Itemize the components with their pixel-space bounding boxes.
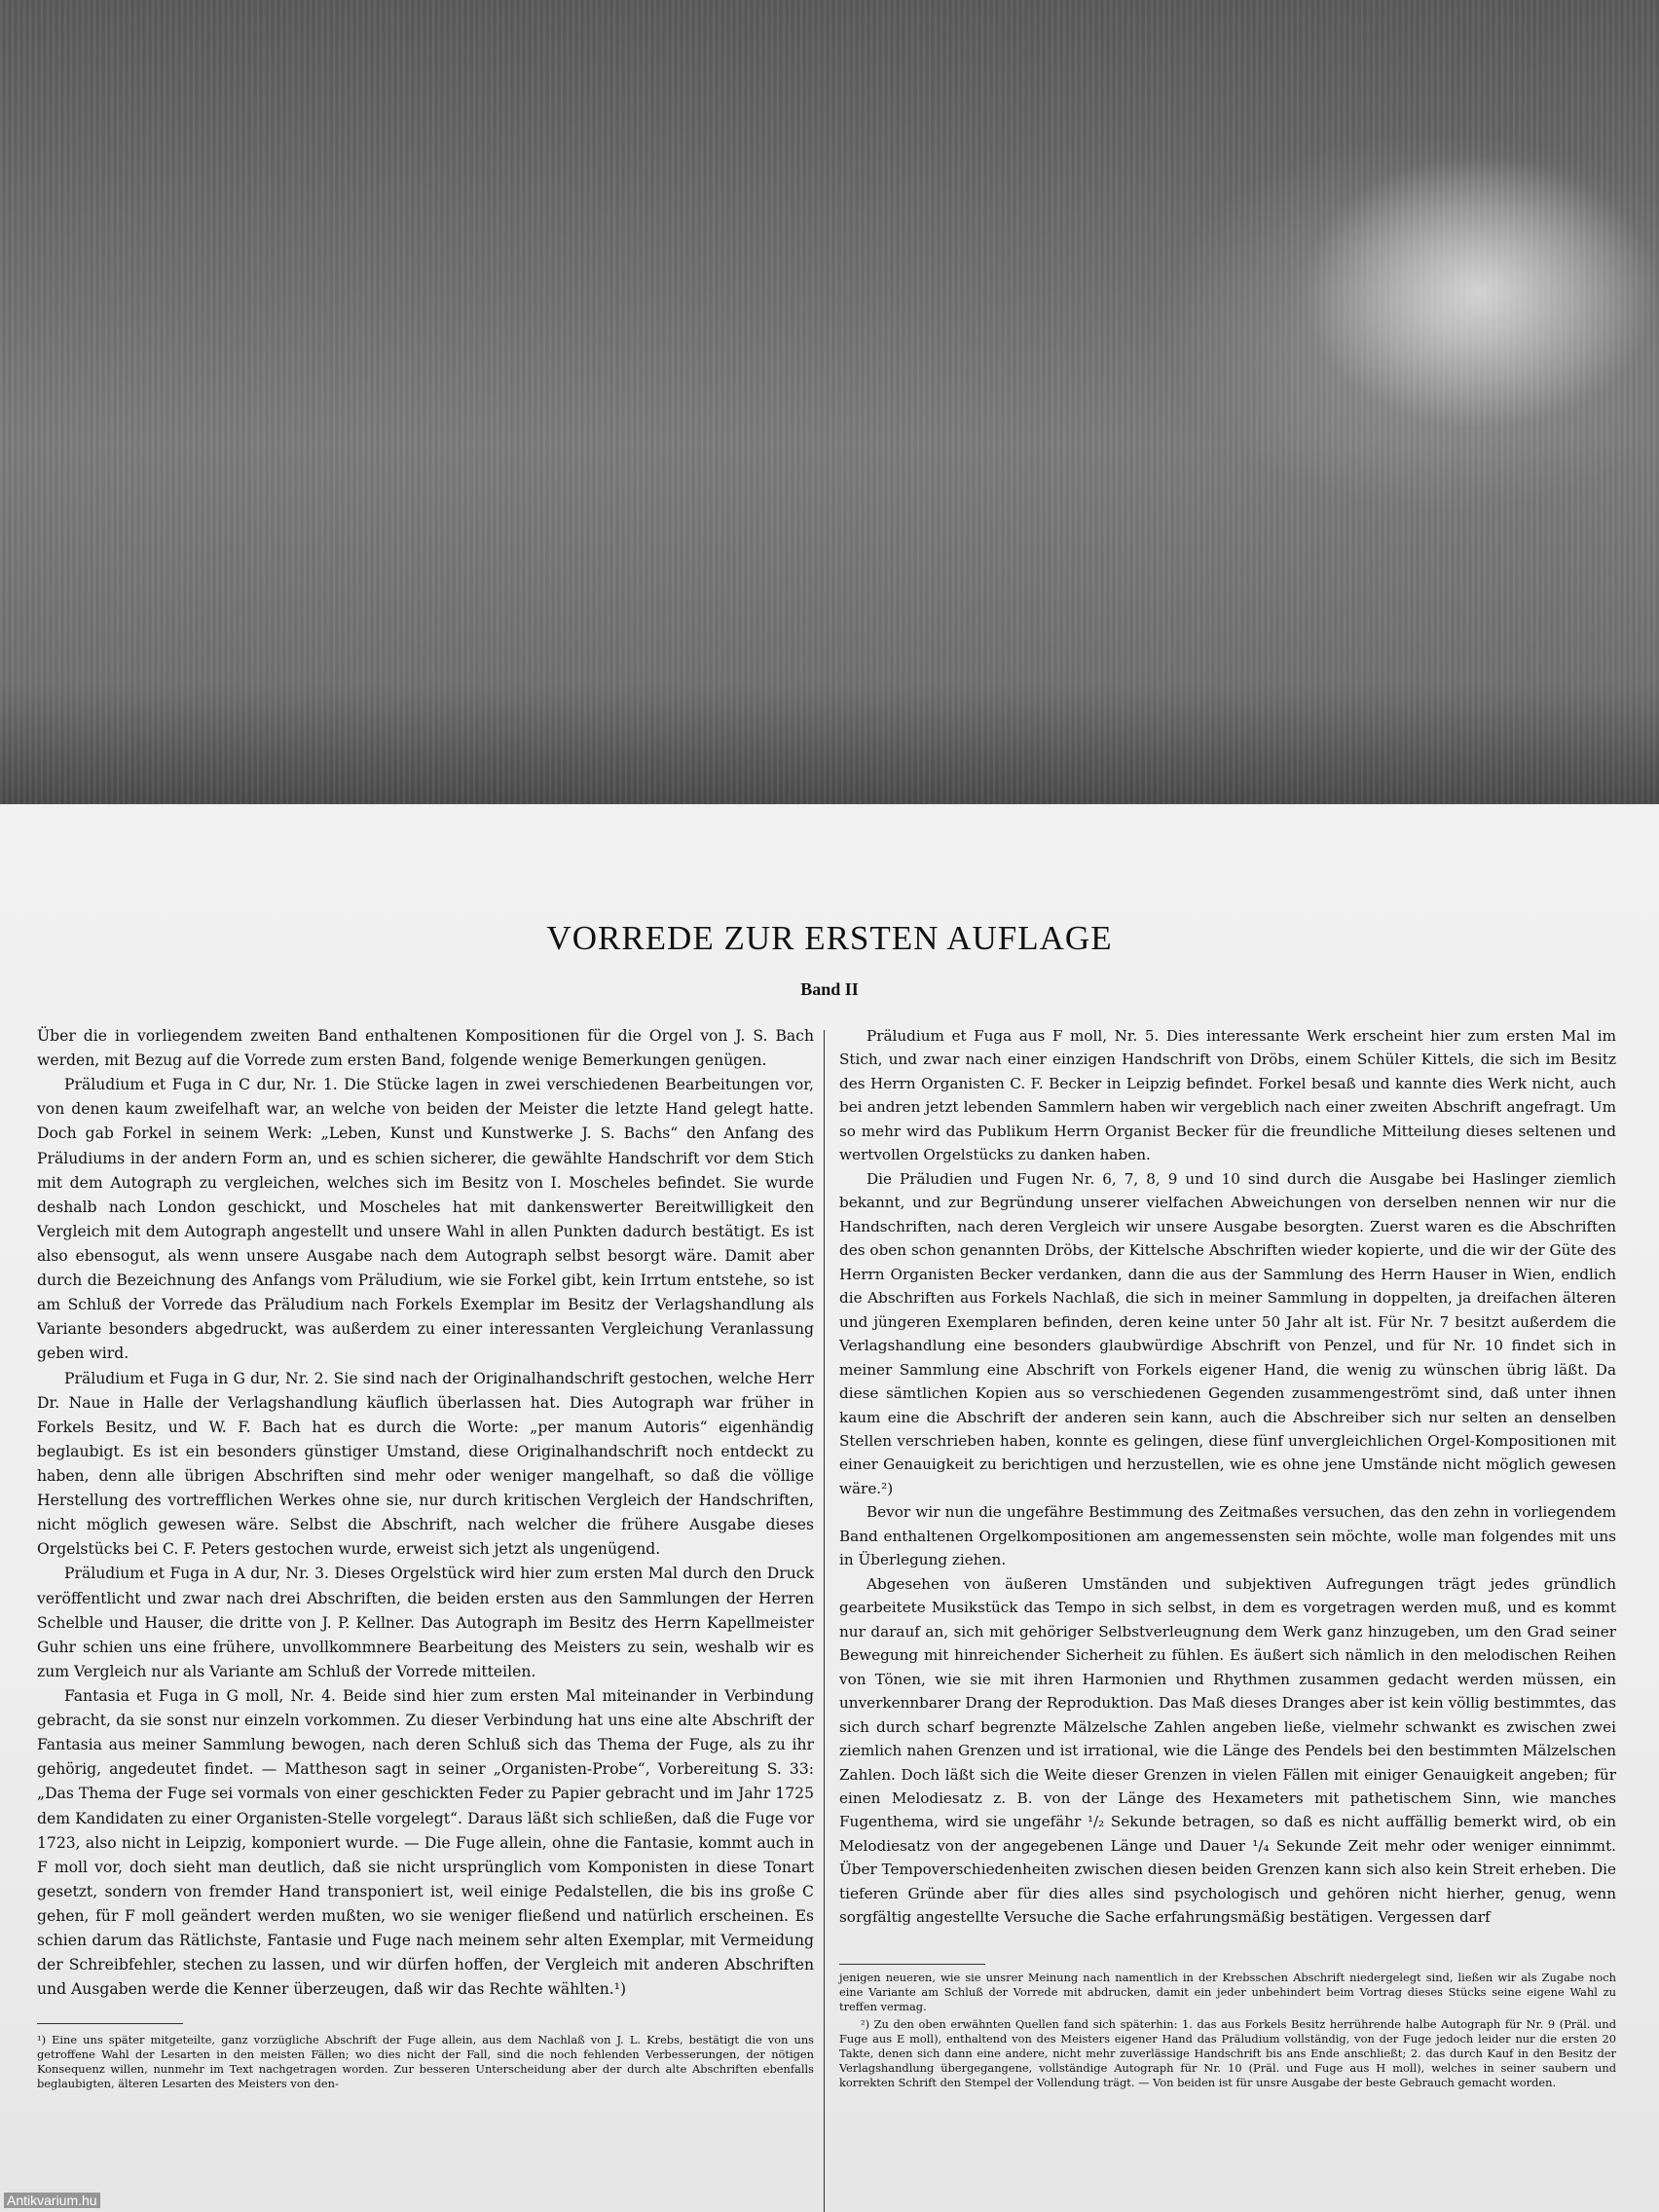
footnotes-right <box>839 1971 1616 2093</box>
book-page <box>0 804 1659 2212</box>
page-subtitle: Band II <box>800 979 859 999</box>
footnote: ¹) Eine uns später mitgeteilte, ganz vorzügliche Abschrift der Fuge allein, aus dem Nachlaß von J. L. Krebs, bestätigt die von uns getroffene Wahl der Lesarten in den meisten Fällen; wo dies nicht der Fall, sind die noch fehlenden Verbesserungen, der nötigen Konsequenz willen, nunmehr im Text nachgetragen worden. Zur besseren Unterscheidung aber der durch alte Abschriften ebenfalls beglaubigten, älteren Lesarten des Meisters von den- <box>37 2033 814 2090</box>
footnote-rule <box>839 1964 985 1965</box>
footnotes-left <box>37 2033 814 2094</box>
footnote-rule <box>37 2023 183 2024</box>
left-column <box>37 1024 814 2002</box>
paragraph: Abgesehen von äußeren Umständen und subjektiven Aufregungen trägt jedes gründlich gearbeitete Musikstück das Tempo in sich selbst, in dem es vorgetragen werden muß, und es kommt nur darauf an, sich mit gehöriger Selbstverleugnung dem Werk ganz hinzugeben, um den Grad seiner Bewegung mit hinreichender Sicherheit zu fühlen. Es äußert sich nämlich in den melodischen Reihen von Tönen, wie sie mit ihren Harmonien und Rhythmen zusammen gedacht werden müssen, ein unverkennbarer Drang der Reproduktion. Das Maß dieses Dranges aber ist kein völlig bestimmtes, das sich durch scharf begrenzte Mälzelsche Zahlen angeben ließe, vielmehr schwankt es zwischen zwei ziemlich nahen Grenzen und ist irrational, wie die Länge des Pendels bei den bestimmten Mälzelschen Zahlen. Doch läßt sich die Weite dieser Grenzen in vielen Fällen mit einiger Genauigkeit angeben; für einen Melodiesatz z. B. von der Länge des Hexameters mit pathetischem Sinn, wie manches Fugenthema, wird sie ungefähr ¹/₂ Sekunde betragen, so daß es nicht auffällig bemerkt wird, ob ein Melodiesatz von der angegebenen Länge und Dauer ¹/₄ Sekunde Zeit mehr oder weniger einnimmt. Über Tempoverschiedenheiten zwischen diesen beiden Grenzen kann sich also kein Streit erheben. Die tieferen Gründe aber für dies alles sind psychologisch und gehören nicht hierher, genug, wenn sorgfältig angestellte Versuche die Sache erfahrungsmäßig bestätigen. Vergessen darf <box>839 1574 1616 1927</box>
paragraph: Präludium et Fuga aus F moll, Nr. 5. Dies interessante Werk erscheint hier zum ersten Mal im Stich, und zwar nach einer einzigen Handschrift von Dröbs, einem Schüler Kittels, die sich im Besitz des Herrn Organisten C. F. Becker in Leipzig befindet. Forkel besaß und kannte dies Werk nicht, auch bei andren jetzt lebenden Sammlern haben wir vergeblich nach einer zweiten Abschrift angefragt. Um so mehr wird das Publikum Herrn Organist Becker für die freundliche Mitteilung dieses seltenen und wertvollen Orgelstücks zu danken haben. <box>839 1027 1616 1164</box>
background-wall <box>0 0 1659 804</box>
paragraph: Die Präludien und Fugen Nr. 6, 7, 8, 9 und 10 sind durch die Ausgabe bei Haslinger ziemlich bekannt, und zur Begründung unserer vielfachen Abweichungen von derselben nennen wir nur die Handschriften, nach deren Vergleich wir unsere Ausgabe besorgten. Zuerst waren es die Abschriften des oben schon genannten Dröbs, der Kittelsche Abschriften wieder kopierte, und die wir der Güte des Herrn Organisten Becker verdanken, dann die aus der Sammlung des Herrn Hauser in Wien, endlich die Abschriften aus Forkels Nachlaß, die sich in meiner Sammlung in doppelten, ja dreifachen älteren und jüngeren Exemplaren befinden, deren keine unter 50 Jahr alt ist. Für Nr. 7 besitzt außerdem die Verlagshandlung eine besonders glaubwürdige Abschrift von Penzel, und für Nr. 10 findet sich in meiner Sammlung eine Abschrift von Forkels eigener Hand, die wenig zu wünschen übrig läßt. Da diese sämtlichen Kopien aus so verschiedenen Gegenden zusammengeströmt sind, daß unter ihnen kaum eine die Abschrift der anderen sein kann, auch die Abschreiber sich nur selten an denselben Stellen verschrieben haben, konnte es gelingen, diese fünf unvergleichlichen Orgel-Kompositionen mit einer Genauigkeit zu berichtigen und herzustellen, wie es ohne jene Umstände nicht möglich gewesen wäre.²) <box>839 1169 1616 1497</box>
right-column <box>839 1024 1616 1930</box>
paragraph: Bevor wir nun die ungefähre Bestimmung des Zeitmaßes versuchen, das den zehn in vorliegendem Band enthaltenen Orgelkompositionen am angemessensten sein möchte, wolle man folgendes mit uns in Überlegung ziehen. <box>839 1503 1616 1569</box>
paragraph: Präludium et Fuga in A dur, Nr. 3. Dieses Orgelstück wird hier zum ersten Mal durch den Druck veröffentlicht und zwar nach drei Abschriften, die beiden ersten aus den Sammlungen der Herren Schelble und Hauser, die dritte von J. P. Kellner. Das Autograph im Besitz des Herrn Kapellmeister Guhr schien uns eine frühere, unvollkommnere Bearbeitung des Meisters zu sein, weshalb wir es zum Vergleich nur als Variante am Schluß der Vorrede mitteilen. <box>37 1565 814 1680</box>
paragraph: Fantasia et Fuga in G moll, Nr. 4. Beide sind hier zum ersten Mal miteinander in Verbindung gebracht, da sie sonst nur einzeln vorkommen. Zu dieser Verbindung hat uns eine alte Abschrift der Fantasia aus meiner Sammlung bewogen, nach deren Schluß sich das Thema der Fuge, als zu ihr gehörig, angedeutet findet. — Mattheson sagt in seiner „Organisten-Probe“, Vorbereitung S. 33: „Das Thema der Fuge sei vormals von einer geschickten Feder zu Papier gebracht und im Jahr 1725 dem Kandidaten zu einer Organisten-Stelle vorgelegt“. Daraus läßt sich schließen, daß die Fuge vor 1723, also nicht in Leipzig, komponiert wurde. — Die Fuge allein, ohne die Fantasie, kommt auch in F moll vor, doch sieht man deutlich, daß sie nicht ursprünglich vom Komponisten in diese Tonart gesetzt, sondern von fremder Hand transponiert ist, weil einige Pedalstellen, die bis ins große C gehen, für F moll geändert werden mußten, wo sie weniger fließend und natürlich erscheinen. Es schien darum das Rätlichste, Fantasie und Fuge nach meinem sehr alten Exemplar, mit Vermeidung der Schreibfehler, stechen zu lassen, und wir dürfen hoffen, der Vergleich mit anderen Abschriften und Ausgaben werde die Kenner überzeugen, daß wir das Rechte wählten.¹) <box>37 1686 814 1999</box>
page-title: VORREDE ZUR ERSTEN AUFLAGE <box>546 919 1113 957</box>
column-divider <box>824 1030 825 2212</box>
watermark-text: Antikvarium.hu <box>4 2193 100 2208</box>
footnote: jenigen neueren, wie sie unsrer Meinung nach namentlich in der Krebsschen Abschrift niedergelegt sind, ließen wir als Zugabe noch eine Variante am Schluß der Vorrede mit abdrucken, damit ein jeder unbehindert beim Vortrag dieses Stücks seine eigene Wahl zu treffen vermag. <box>839 1971 1616 2013</box>
paragraph: Über die in vorliegendem zweiten Band enthaltenen Kompositionen für die Orgel von J. S. Bach werden, mit Bezug auf die Vorrede zum ersten Band, folgende wenige Bemerkungen genügen. <box>37 1027 814 1070</box>
paragraph: Präludium et Fuga in G dur, Nr. 2. Sie sind nach der Originalhandschrift gestochen, welche Herr Dr. Naue in Halle der Verlagshandlung käuflich überlassen hat. Dies Autograph war früher in Forkels Besitz, und W. F. Bach hat es durch die Worte: „per manum Autoris“ eigenhändig beglaubigt. Es ist ein besonders günstiger Umstand, diese Originalhandschrift noch entdeckt zu haben, denn alle übrigen Abschriften sind mehr oder weniger mangelhaft, so daß die völlige Herstellung des vortrefflichen Werkes ohne sie, nur durch kritischen Vergleich der Handschriften, nicht möglich gewesen wäre. Selbst die Abschrift, nach welcher die frühere Ausgabe dieses Orgelstücks bei C. F. Peters gestochen wurde, erweist sich jetzt als ungenügend. <box>37 1369 814 1559</box>
paragraph: Präludium et Fuga in C dur, Nr. 1. Die Stücke lagen in zwei verschiedenen Bearbeitungen vor, von denen kaum zweifelhaft war, an welche von beiden der Meister die letzte Hand gelegt hatte. Doch gab Forkel in seinem Werk: „Leben, Kunst und Kunstwerke J. S. Bachs“ den Anfang des Präludiums in der andern Form an, und es schien sicherer, die gewählte Handschrift vor dem Stich mit dem Autograph zu vergleichen, welches sich im Besitz von I. Moscheles befindet. Sie wurde deshalb nach London geschickt, und Moscheles hat mit dankenswerter Bereitwilligkeit den Vergleich mit dem Autograph angestellt und unsere Wahl in allen Punkten dadurch bestätigt. Es ist also ebensogut, als wenn unsere Ausgabe nach dem Autograph selbst besorgt wäre. Damit aber durch die Bezeichnung des Anfangs vom Präludium, wie sie Forkel gibt, kein Irrtum entstehe, so ist am Schluß der Vorrede das Präludium nach Forkels Exemplar im Besitz der Verlagshandlung als Variante besonders abgedruckt, was außerdem zu einer interessanten Vergleichung Veranlassung geben wird. <box>37 1076 814 1363</box>
footnote: ²) Zu den oben erwähnten Quellen fand sich späterhin: 1. das aus Forkels Besitz herrührende halbe Autograph für Nr. 9 (Präl. und Fuge aus E moll), enthaltend von des Meisters eigener Hand das Präludium vollständig, von der Fuge jedoch leider nur die ersten 20 Takte, denen sich dann eine andere, nicht mehr zuverlässige Handschrift bis ans Ende anschließt; 2. das durch Kauf in den Besitz der Verlagshandlung übergegangene, vollständige Autograph für Nr. 10 (Präl. und Fuge aus H moll), welches in seiner saubern und korrekten Schrift den Stempel der Vollendung trägt. — Von beiden ist für unsre Ausgabe der beste Gebrauch gemacht worden. <box>839 2017 1616 2089</box>
